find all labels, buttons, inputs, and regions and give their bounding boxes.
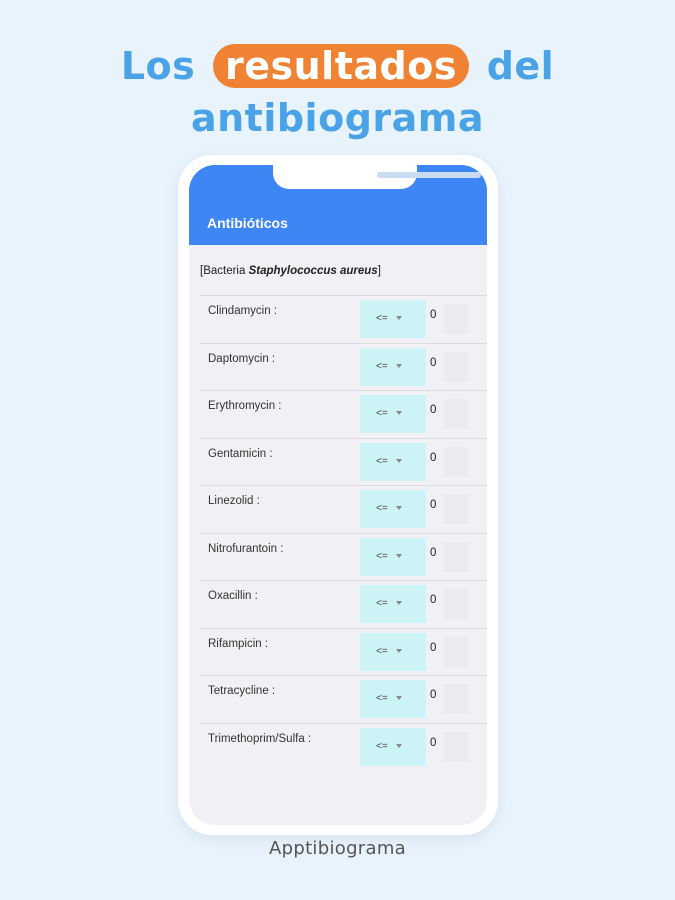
operator-value: <= bbox=[376, 455, 388, 467]
mic-value: 0 bbox=[430, 641, 437, 654]
antibiotic-label: Gentamicin : bbox=[208, 447, 273, 460]
antibiotic-label: Tetracycline : bbox=[208, 685, 276, 697]
mic-input[interactable] bbox=[444, 352, 468, 382]
operator-value: <= bbox=[376, 598, 388, 609]
mic-value: 0 bbox=[430, 546, 437, 559]
antibiotic-row bbox=[200, 580, 487, 628]
phone-notch bbox=[273, 165, 417, 189]
antibiotic-label: Daptomycin : bbox=[208, 352, 276, 365]
antibiotic-row bbox=[200, 723, 487, 771]
operator-value: <= bbox=[376, 408, 388, 419]
operator-dropdown[interactable] bbox=[360, 395, 426, 433]
antibiotic-list bbox=[189, 295, 487, 770]
mic-value: 0 bbox=[430, 356, 437, 369]
headline-line-2: antibiograma bbox=[190, 96, 485, 140]
dropdown-caret-icon bbox=[396, 411, 402, 415]
headline-part-1: Los bbox=[120, 44, 196, 88]
operator-dropdown[interactable] bbox=[360, 585, 426, 623]
mic-value: 0 bbox=[430, 594, 437, 606]
antibiotic-label: Linezolid : bbox=[208, 495, 260, 507]
operator-dropdown[interactable] bbox=[360, 633, 426, 671]
operator-dropdown[interactable] bbox=[360, 680, 426, 718]
headline-highlight: resultados bbox=[213, 44, 469, 88]
mic-input[interactable] bbox=[444, 399, 468, 429]
dropdown-caret-icon bbox=[396, 459, 402, 463]
mic-input[interactable] bbox=[444, 542, 468, 572]
operator-dropdown[interactable] bbox=[360, 490, 426, 528]
headline-line-1 bbox=[0, 40, 675, 92]
antibiotic-row bbox=[200, 533, 487, 581]
headline-part-2: del bbox=[486, 44, 555, 88]
mic-input[interactable] bbox=[444, 732, 468, 762]
mic-value: 0 bbox=[430, 309, 437, 321]
bacteria-label bbox=[200, 265, 381, 277]
antibiotic-label: Erythromycin : bbox=[208, 400, 282, 412]
dropdown-caret-icon bbox=[396, 506, 402, 510]
mic-value: 0 bbox=[430, 499, 437, 511]
operator-value: <= bbox=[376, 550, 388, 562]
antibiotic-label: Oxacillin : bbox=[208, 590, 258, 602]
dropdown-caret-icon bbox=[396, 364, 402, 368]
mic-value: 0 bbox=[430, 736, 437, 749]
antibiotic-row bbox=[200, 485, 487, 533]
mic-value: 0 bbox=[430, 689, 437, 701]
operator-value: <= bbox=[376, 693, 388, 704]
operator-dropdown[interactable] bbox=[360, 348, 426, 386]
operator-value: <= bbox=[376, 503, 388, 514]
operator-value: <= bbox=[376, 645, 388, 657]
antibiotic-label: Clindamycin : bbox=[208, 305, 278, 317]
antibiotic-label: Nitrofurantoin : bbox=[208, 542, 284, 555]
operator-dropdown[interactable] bbox=[360, 728, 426, 766]
operator-dropdown[interactable] bbox=[360, 443, 426, 481]
antibiotic-row bbox=[200, 438, 487, 486]
dropdown-caret-icon bbox=[396, 554, 402, 558]
operator-value: <= bbox=[376, 740, 388, 752]
mic-input[interactable] bbox=[444, 494, 468, 524]
dropdown-caret-icon bbox=[396, 744, 402, 748]
mic-value: 0 bbox=[430, 404, 437, 416]
phone-frame bbox=[178, 155, 498, 835]
antibiotic-row bbox=[200, 675, 487, 723]
antibiotic-row bbox=[200, 628, 487, 676]
bacteria-name: Staphylococcus aureus bbox=[248, 265, 378, 277]
operator-value: <= bbox=[376, 313, 388, 324]
mic-input[interactable] bbox=[444, 447, 468, 477]
operator-value: <= bbox=[376, 360, 388, 372]
operator-dropdown[interactable] bbox=[360, 538, 426, 576]
bacteria-suffix: ] bbox=[377, 265, 381, 277]
antibiotic-row bbox=[200, 390, 487, 438]
mic-value: 0 bbox=[430, 451, 437, 464]
dropdown-caret-icon bbox=[396, 696, 402, 700]
app-bar bbox=[189, 165, 487, 245]
mic-input[interactable] bbox=[444, 684, 468, 714]
app-bar-title: Antibióticos bbox=[207, 215, 288, 231]
speaker-slot bbox=[377, 172, 481, 178]
antibiotic-label: Trimethoprim/Sulfa : bbox=[208, 732, 312, 745]
mic-input[interactable] bbox=[444, 637, 468, 667]
phone-screen bbox=[189, 165, 487, 825]
mic-input[interactable] bbox=[444, 304, 468, 334]
antibiotic-label: Rifampicin : bbox=[208, 637, 269, 650]
operator-dropdown[interactable] bbox=[360, 300, 426, 338]
antibiotic-row bbox=[200, 343, 487, 391]
antibiotic-row bbox=[200, 295, 487, 343]
dropdown-caret-icon bbox=[396, 649, 402, 653]
bacteria-prefix: [Bacteria bbox=[200, 265, 249, 277]
mic-input[interactable] bbox=[444, 589, 468, 619]
brand-footer: Apptibiograma bbox=[269, 838, 406, 859]
dropdown-caret-icon bbox=[396, 316, 402, 320]
dropdown-caret-icon bbox=[396, 601, 402, 605]
headline bbox=[0, 40, 675, 144]
